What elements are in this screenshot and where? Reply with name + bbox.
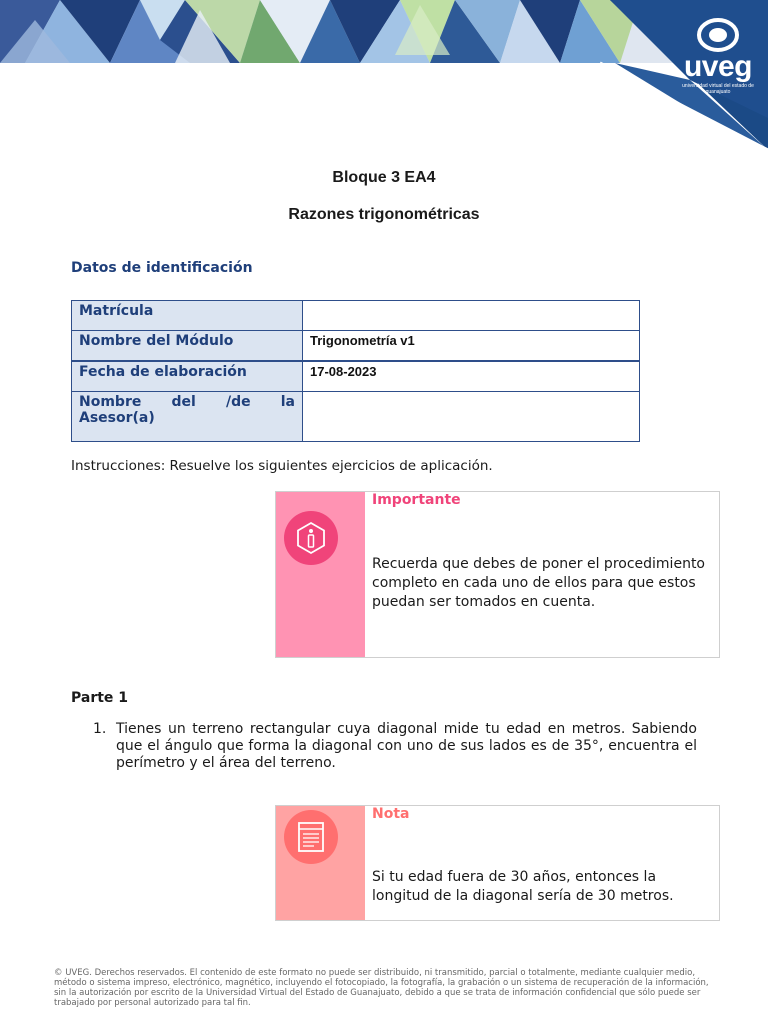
copyright-footer: © UVEG. Derechos reservados. El contenido de este formato no puede ser distribuido, ni transmitido, parcial o totalmente, mediante cualquier medio, método o sistema impreso, electrónico, magnético, incluyendo el fotocopiado, la fotografía, la grabación o un sistema de recuperación de la información, sin la autorización por escrito de la Universidad Virtual del Estado de Guanajuato, debido a que se trata de información confidencial que sólo puede ser trabajado por personal autorizado para tal fin. — [54, 968, 709, 1008]
table-row — [72, 392, 640, 442]
advisor-value[interactable] — [303, 392, 640, 442]
logo-text: uveg — [683, 50, 753, 83]
advisor-label-word: la — [280, 394, 295, 410]
important-callout — [275, 491, 720, 658]
date-value[interactable]: 17-08-2023 — [303, 361, 640, 392]
identification-table — [71, 300, 640, 442]
note-callout — [275, 805, 720, 921]
list-item-number: 1. — [93, 721, 107, 737]
document-subtitle: Razones trigonométricas — [288, 206, 480, 223]
important-title: Importante — [372, 492, 461, 508]
part1-title: Parte 1 — [71, 690, 129, 706]
advisor-label — [72, 392, 303, 442]
list-item-text: Tienes un terreno rectangular cuya diagonal mide tu edad en metros. Sabiendo que el ángulo que forma la diagonal con uno de sus lados es de 35°, encuentra el perímetro y el área del terreno. — [116, 721, 697, 771]
advisor-label-line2: Asesor(a) — [79, 410, 155, 426]
important-text: Recuerda que debes de poner el procedimiento completo en cada uno de ellos para que estos puedan ser tomados en cuenta. — [372, 556, 705, 610]
document-title: Bloque 3 EA4 — [332, 169, 436, 186]
list-item — [93, 721, 697, 772]
advisor-label-word: /de — [225, 394, 251, 410]
advisor-label-word: del — [171, 394, 196, 410]
document-icon — [284, 810, 338, 864]
matricula-label: Matrícula — [72, 301, 303, 331]
note-text: Si tu edad fuera de 30 años, entonces la longitud de la diagonal sería de 30 metros. — [372, 869, 674, 904]
note-title: Nota — [372, 806, 410, 822]
date-label: Fecha de elaboración — [72, 361, 303, 392]
instructions-text: Instrucciones: Resuelve los siguientes ejercicios de aplicación. — [71, 458, 493, 474]
identification-heading: Datos de identificación — [71, 260, 253, 276]
table-row — [72, 361, 640, 392]
table-row — [72, 331, 640, 362]
logo-subtitle: universidad virtual del estado de guanajuato — [682, 83, 754, 95]
module-name-label: Nombre del Módulo — [72, 331, 303, 362]
matricula-value[interactable] — [303, 301, 640, 331]
module-name-value[interactable]: Trigonometría v1 — [303, 331, 640, 362]
header-banner — [0, 0, 768, 150]
info-icon — [284, 511, 338, 565]
table-row — [72, 301, 640, 331]
advisor-label-word: Nombre — [79, 394, 142, 410]
